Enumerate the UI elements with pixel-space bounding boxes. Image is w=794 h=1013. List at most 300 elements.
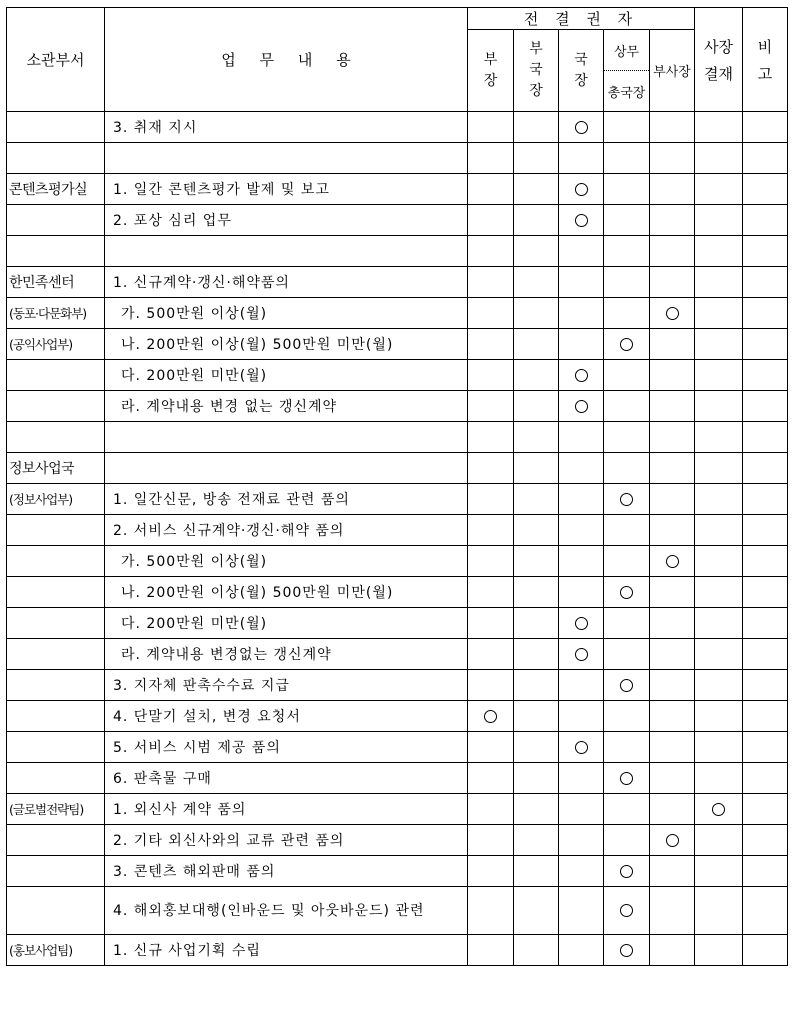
approval-cell-remarks xyxy=(743,329,788,360)
approval-cell-busajang xyxy=(650,143,695,174)
approval-cell-busajang xyxy=(650,515,695,546)
table-row xyxy=(7,577,788,608)
header-remarks-line1: 비 xyxy=(757,37,773,56)
approval-cell-sangmu xyxy=(604,484,650,515)
approval-cell-president xyxy=(695,112,743,143)
table-row xyxy=(7,484,788,515)
approval-cell-president xyxy=(695,935,743,966)
approval-cell-remarks xyxy=(743,577,788,608)
approval-cell-gukjang xyxy=(559,546,604,577)
approval-cell-remarks xyxy=(743,732,788,763)
header-bujang-2: 장 xyxy=(483,72,498,89)
dept-cell xyxy=(7,887,105,935)
approval-cell-bugukjang xyxy=(514,639,559,670)
approval-cell-president xyxy=(695,670,743,701)
approval-cell-bugukjang xyxy=(514,112,559,143)
content-cell: 라. 계약내용 변경없는 갱신계약 xyxy=(105,639,468,670)
approval-cell-bugukjang xyxy=(514,298,559,329)
approval-cell-gukjang xyxy=(559,825,604,856)
approval-cell-president xyxy=(695,856,743,887)
dept-cell xyxy=(7,639,105,670)
table-body xyxy=(7,112,788,966)
approval-cell-busajang xyxy=(650,205,695,236)
approval-cell-busajang xyxy=(650,577,695,608)
approval-cell-busajang xyxy=(650,236,695,267)
content-cell: 2. 포상 심리 업무 xyxy=(105,205,468,236)
approval-circle-icon xyxy=(484,710,497,723)
approval-cell-president xyxy=(695,794,743,825)
approval-cell-gukjang xyxy=(559,391,604,422)
approval-cell-busajang xyxy=(650,484,695,515)
approval-cell-gukjang xyxy=(559,112,604,143)
approval-cell-gukjang xyxy=(559,515,604,546)
approval-cell-bujang xyxy=(468,174,514,205)
approval-cell-president xyxy=(695,329,743,360)
approval-cell-bujang xyxy=(468,546,514,577)
approval-cell-sangmu xyxy=(604,422,650,453)
approval-cell-busajang xyxy=(650,112,695,143)
approval-cell-president xyxy=(695,236,743,267)
approval-cell-sangmu xyxy=(604,329,650,360)
approval-cell-sangmu xyxy=(604,112,650,143)
approval-cell-sangmu xyxy=(604,515,650,546)
approval-circle-icon xyxy=(575,741,588,754)
approval-cell-sangmu xyxy=(604,453,650,484)
approval-cell-bujang xyxy=(468,112,514,143)
content-cell: 가. 500만원 이상(월) xyxy=(105,298,468,329)
approval-cell-bugukjang xyxy=(514,515,559,546)
approval-cell-bugukjang xyxy=(514,825,559,856)
approval-circle-icon xyxy=(666,555,679,568)
approval-cell-gukjang xyxy=(559,484,604,515)
approval-circle-icon xyxy=(575,183,588,196)
approval-cell-president xyxy=(695,391,743,422)
approval-circle-icon xyxy=(620,338,633,351)
approval-cell-remarks xyxy=(743,670,788,701)
approval-cell-gukjang xyxy=(559,732,604,763)
table-row xyxy=(7,670,788,701)
approval-cell-busajang xyxy=(650,391,695,422)
approval-cell-sangmu xyxy=(604,391,650,422)
approval-cell-gukjang xyxy=(559,143,604,174)
approval-cell-bujang xyxy=(468,360,514,391)
approval-circle-icon xyxy=(620,772,633,785)
dept-cell xyxy=(7,236,105,267)
dept-cell: (동포·다문화부) xyxy=(7,298,105,329)
approval-cell-president xyxy=(695,825,743,856)
approval-cell-busajang xyxy=(650,453,695,484)
approval-cell-sangmu xyxy=(604,174,650,205)
content-cell: 3. 콘텐츠 해외판매 품의 xyxy=(105,856,468,887)
approval-cell-remarks xyxy=(743,174,788,205)
content-cell: 3. 취재 지시 xyxy=(105,112,468,143)
approval-cell-remarks xyxy=(743,825,788,856)
approval-cell-gukjang xyxy=(559,174,604,205)
approval-cell-bugukjang xyxy=(514,732,559,763)
approval-circle-icon xyxy=(712,803,725,816)
approval-cell-sangmu xyxy=(604,267,650,298)
table-row xyxy=(7,236,788,267)
approval-cell-sangmu xyxy=(604,360,650,391)
approval-circle-icon xyxy=(666,834,679,847)
table-row xyxy=(7,546,788,577)
approval-cell-busajang xyxy=(650,935,695,966)
approval-cell-busajang xyxy=(650,360,695,391)
content-cell xyxy=(105,236,468,267)
approval-cell-busajang xyxy=(650,763,695,794)
header-dept: 소관부서 xyxy=(7,8,105,112)
approval-cell-bugukjang xyxy=(514,422,559,453)
content-cell: 가. 500만원 이상(월) xyxy=(105,546,468,577)
approval-cell-bujang xyxy=(468,732,514,763)
approval-cell-president xyxy=(695,515,743,546)
content-cell: 1. 외신사 계약 품의 xyxy=(105,794,468,825)
approval-cell-bugukjang xyxy=(514,453,559,484)
dept-cell: (홍보사업팀) xyxy=(7,935,105,966)
header-remarks-line2: 고 xyxy=(757,64,773,83)
dept-cell: 정보사업국 xyxy=(7,453,105,484)
authority-table xyxy=(6,7,788,966)
approval-cell-sangmu xyxy=(604,825,650,856)
approval-cell-bugukjang xyxy=(514,577,559,608)
approval-cell-busajang xyxy=(650,794,695,825)
header-gukjang-1: 국 xyxy=(574,51,588,68)
table-row xyxy=(7,701,788,732)
approval-cell-bugukjang xyxy=(514,174,559,205)
header-authority: 전 결 권 자 xyxy=(468,8,695,30)
approval-cell-remarks xyxy=(743,935,788,966)
approval-cell-sangmu xyxy=(604,887,650,935)
approval-cell-bujang xyxy=(468,701,514,732)
approval-cell-gukjang xyxy=(559,236,604,267)
approval-circle-icon xyxy=(575,121,588,134)
dept-cell xyxy=(7,112,105,143)
table-row xyxy=(7,174,788,205)
table-row xyxy=(7,391,788,422)
approval-cell-gukjang xyxy=(559,935,604,966)
approval-cell-remarks xyxy=(743,639,788,670)
content-cell: 다. 200만원 미만(월) xyxy=(105,360,468,391)
approval-cell-busajang xyxy=(650,174,695,205)
approval-cell-sangmu xyxy=(604,732,650,763)
content-cell xyxy=(105,143,468,174)
approval-cell-bujang xyxy=(468,763,514,794)
approval-cell-gukjang xyxy=(559,422,604,453)
approval-cell-bugukjang xyxy=(514,763,559,794)
header-bugukjang xyxy=(514,30,559,112)
table-row xyxy=(7,267,788,298)
content-cell: 1. 일간 콘텐츠평가 발제 및 보고 xyxy=(105,174,468,205)
approval-cell-gukjang xyxy=(559,608,604,639)
header-bujang xyxy=(468,30,514,112)
approval-circle-icon xyxy=(620,679,633,692)
approval-cell-remarks xyxy=(743,360,788,391)
approval-cell-bugukjang xyxy=(514,546,559,577)
approval-cell-gukjang xyxy=(559,670,604,701)
dept-cell xyxy=(7,856,105,887)
content-cell: 나. 200만원 이상(월) 500만원 미만(월) xyxy=(105,577,468,608)
header-president xyxy=(695,8,743,112)
dept-cell xyxy=(7,577,105,608)
approval-cell-remarks xyxy=(743,422,788,453)
header-sangmu-label: 상무 xyxy=(604,30,649,71)
dept-cell: (글로벌전략팀) xyxy=(7,794,105,825)
approval-cell-remarks xyxy=(743,546,788,577)
approval-cell-gukjang xyxy=(559,701,604,732)
approval-cell-sangmu xyxy=(604,670,650,701)
approval-cell-busajang xyxy=(650,856,695,887)
approval-cell-bujang xyxy=(468,515,514,546)
approval-circle-icon xyxy=(575,369,588,382)
dept-cell xyxy=(7,763,105,794)
approval-cell-president xyxy=(695,639,743,670)
content-cell: 2. 서비스 신규계약·갱신·해약 품의 xyxy=(105,515,468,546)
approval-cell-bujang xyxy=(468,298,514,329)
approval-cell-president xyxy=(695,174,743,205)
approval-cell-president xyxy=(695,360,743,391)
approval-cell-bugukjang xyxy=(514,935,559,966)
header-bugukjang-2: 국 xyxy=(529,62,543,78)
approval-cell-gukjang xyxy=(559,794,604,825)
approval-cell-busajang xyxy=(650,546,695,577)
approval-cell-sangmu xyxy=(604,298,650,329)
approval-cell-sangmu xyxy=(604,143,650,174)
approval-cell-remarks xyxy=(743,267,788,298)
approval-cell-bugukjang xyxy=(514,887,559,935)
approval-cell-remarks xyxy=(743,298,788,329)
approval-circle-icon xyxy=(620,944,633,957)
dept-cell xyxy=(7,391,105,422)
header-chonggukjang-label: 총국장 xyxy=(607,85,646,101)
approval-cell-president xyxy=(695,267,743,298)
table-row xyxy=(7,329,788,360)
content-cell xyxy=(105,453,468,484)
approval-cell-busajang xyxy=(650,887,695,935)
approval-cell-bugukjang xyxy=(514,856,559,887)
approval-cell-president xyxy=(695,205,743,236)
approval-cell-remarks xyxy=(743,701,788,732)
approval-cell-remarks xyxy=(743,608,788,639)
approval-cell-bugukjang xyxy=(514,484,559,515)
approval-cell-gukjang xyxy=(559,360,604,391)
approval-cell-bujang xyxy=(468,422,514,453)
approval-cell-bujang xyxy=(468,794,514,825)
content-cell: 5. 서비스 시범 제공 품의 xyxy=(105,732,468,763)
content-cell: 3. 지자체 판촉수수료 지급 xyxy=(105,670,468,701)
table-row xyxy=(7,732,788,763)
approval-cell-bugukjang xyxy=(514,143,559,174)
header-gukjang xyxy=(559,30,604,112)
header-sangmu xyxy=(604,30,650,112)
table-row xyxy=(7,935,788,966)
approval-cell-sangmu xyxy=(604,935,650,966)
approval-cell-president xyxy=(695,453,743,484)
dept-cell xyxy=(7,546,105,577)
header-bugukjang-3: 장 xyxy=(529,83,543,99)
table-row xyxy=(7,763,788,794)
approval-cell-sangmu xyxy=(604,546,650,577)
approval-cell-bujang xyxy=(468,484,514,515)
header-content: 업 무 내 용 xyxy=(105,8,468,112)
dept-cell: (정보사업부) xyxy=(7,484,105,515)
approval-cell-bujang xyxy=(468,329,514,360)
approval-cell-bujang xyxy=(468,825,514,856)
dept-cell: (공익사업부) xyxy=(7,329,105,360)
approval-cell-president xyxy=(695,298,743,329)
approval-cell-bugukjang xyxy=(514,205,559,236)
approval-cell-bujang xyxy=(468,453,514,484)
approval-cell-bugukjang xyxy=(514,236,559,267)
approval-cell-busajang xyxy=(650,701,695,732)
approval-cell-busajang xyxy=(650,732,695,763)
table-row xyxy=(7,422,788,453)
approval-cell-remarks xyxy=(743,205,788,236)
approval-circle-icon xyxy=(575,400,588,413)
dept-cell xyxy=(7,360,105,391)
content-cell: 6. 판촉물 구매 xyxy=(105,763,468,794)
approval-cell-remarks xyxy=(743,515,788,546)
approval-cell-bujang xyxy=(468,143,514,174)
approval-cell-sangmu xyxy=(604,794,650,825)
approval-cell-president xyxy=(695,763,743,794)
approval-cell-bugukjang xyxy=(514,360,559,391)
approval-cell-gukjang xyxy=(559,763,604,794)
approval-cell-sangmu xyxy=(604,763,650,794)
approval-cell-remarks xyxy=(743,794,788,825)
approval-cell-bugukjang xyxy=(514,670,559,701)
table-row xyxy=(7,143,788,174)
approval-circle-icon xyxy=(575,214,588,227)
table-row xyxy=(7,453,788,484)
approval-cell-bujang xyxy=(468,639,514,670)
table-row xyxy=(7,112,788,143)
content-cell: 라. 계약내용 변경 없는 갱신계약 xyxy=(105,391,468,422)
approval-cell-bugukjang xyxy=(514,267,559,298)
approval-cell-president xyxy=(695,577,743,608)
approval-cell-bujang xyxy=(468,856,514,887)
approval-cell-president xyxy=(695,608,743,639)
approval-cell-bujang xyxy=(468,608,514,639)
table-row xyxy=(7,639,788,670)
dept-cell: 콘텐츠평가실 xyxy=(7,174,105,205)
dept-cell xyxy=(7,515,105,546)
approval-cell-bujang xyxy=(468,887,514,935)
approval-cell-sangmu xyxy=(604,608,650,639)
approval-cell-president xyxy=(695,546,743,577)
approval-cell-president xyxy=(695,484,743,515)
header-bugukjang-1: 부 xyxy=(529,41,543,57)
header-bujang-1: 부 xyxy=(483,51,498,68)
approval-cell-president xyxy=(695,732,743,763)
approval-cell-bugukjang xyxy=(514,391,559,422)
approval-cell-bugukjang xyxy=(514,701,559,732)
approval-cell-busajang xyxy=(650,670,695,701)
table-row xyxy=(7,298,788,329)
table-row xyxy=(7,856,788,887)
dept-cell xyxy=(7,205,105,236)
dept-cell xyxy=(7,422,105,453)
approval-cell-remarks xyxy=(743,236,788,267)
dept-cell xyxy=(7,732,105,763)
approval-cell-bujang xyxy=(468,236,514,267)
approval-cell-busajang xyxy=(650,608,695,639)
approval-cell-gukjang xyxy=(559,267,604,298)
approval-cell-bujang xyxy=(468,935,514,966)
approval-cell-remarks xyxy=(743,887,788,935)
approval-cell-remarks xyxy=(743,143,788,174)
approval-cell-gukjang xyxy=(559,856,604,887)
approval-cell-remarks xyxy=(743,391,788,422)
approval-cell-bujang xyxy=(468,670,514,701)
table-row xyxy=(7,825,788,856)
approval-cell-remarks xyxy=(743,763,788,794)
approval-cell-president xyxy=(695,143,743,174)
approval-circle-icon xyxy=(620,904,633,917)
approval-cell-remarks xyxy=(743,856,788,887)
content-cell: 4. 단말기 설치, 변경 요청서 xyxy=(105,701,468,732)
approval-cell-remarks xyxy=(743,453,788,484)
approval-cell-president xyxy=(695,701,743,732)
approval-cell-gukjang xyxy=(559,639,604,670)
approval-circle-icon xyxy=(620,865,633,878)
approval-cell-gukjang xyxy=(559,205,604,236)
table-row xyxy=(7,608,788,639)
approval-circle-icon xyxy=(620,586,633,599)
header-remarks xyxy=(743,8,788,112)
approval-cell-bugukjang xyxy=(514,608,559,639)
approval-cell-gukjang xyxy=(559,453,604,484)
table-row xyxy=(7,794,788,825)
approval-cell-busajang xyxy=(650,329,695,360)
approval-cell-sangmu xyxy=(604,205,650,236)
dept-cell xyxy=(7,701,105,732)
approval-cell-president xyxy=(695,422,743,453)
content-cell: 2. 기타 외신사와의 교류 관련 품의 xyxy=(105,825,468,856)
approval-cell-busajang xyxy=(650,267,695,298)
approval-cell-gukjang xyxy=(559,298,604,329)
approval-cell-gukjang xyxy=(559,329,604,360)
content-cell: 1. 신규 사업기획 수립 xyxy=(105,935,468,966)
approval-cell-busajang xyxy=(650,825,695,856)
table-row xyxy=(7,205,788,236)
approval-cell-bugukjang xyxy=(514,794,559,825)
header-president-line2: 결재 xyxy=(704,64,733,83)
approval-cell-bujang xyxy=(468,391,514,422)
header-gukjang-2: 장 xyxy=(574,72,588,89)
approval-cell-sangmu xyxy=(604,639,650,670)
approval-cell-bujang xyxy=(468,577,514,608)
dept-cell: 한민족센터 xyxy=(7,267,105,298)
dept-cell xyxy=(7,670,105,701)
approval-cell-busajang xyxy=(650,298,695,329)
approval-cell-busajang xyxy=(650,422,695,453)
approval-cell-busajang xyxy=(650,639,695,670)
header-busajang: 부사장 xyxy=(650,30,695,112)
approval-cell-president xyxy=(695,887,743,935)
header-president-line1: 사장 xyxy=(704,37,733,56)
table-row xyxy=(7,887,788,935)
approval-cell-remarks xyxy=(743,484,788,515)
approval-circle-icon xyxy=(575,617,588,630)
approval-cell-sangmu xyxy=(604,856,650,887)
approval-cell-bujang xyxy=(468,267,514,298)
approval-cell-remarks xyxy=(743,112,788,143)
dept-cell xyxy=(7,143,105,174)
content-cell xyxy=(105,422,468,453)
content-cell: 1. 신규계약·갱신·해약품의 xyxy=(105,267,468,298)
approval-cell-sangmu xyxy=(604,701,650,732)
approval-cell-sangmu xyxy=(604,236,650,267)
